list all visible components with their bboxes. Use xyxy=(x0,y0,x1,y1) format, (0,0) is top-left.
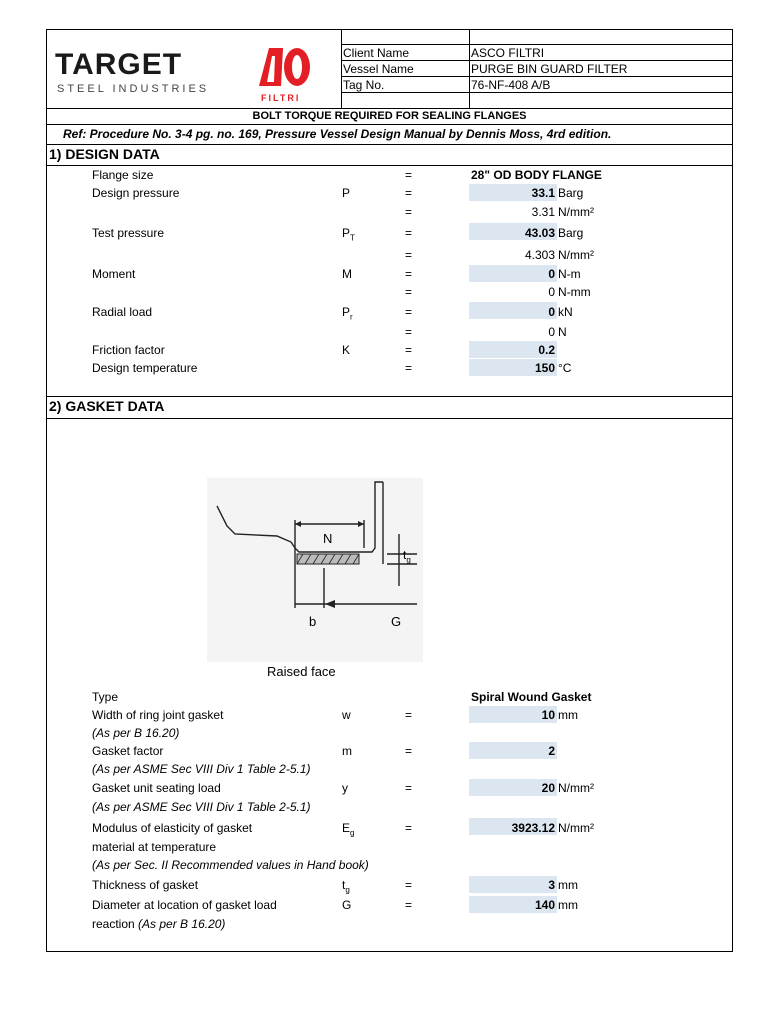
equals-sign: = xyxy=(405,226,413,240)
equals-sign: = xyxy=(405,361,413,375)
modulus-unit: N/mm² xyxy=(558,821,594,835)
test-pressure-unit: Barg xyxy=(558,226,584,240)
reference-note: Ref: Procedure No. 3-4 pg. no. 169, Pressure Vessel Design Manual by Dennis Moss, 4rd edition. xyxy=(63,127,612,141)
ref-rule xyxy=(47,144,732,145)
friction-factor-value: 0.2 xyxy=(538,343,555,357)
design-pressure-value: 33.1 xyxy=(531,186,555,200)
gasket-factor-note: (As per ASME Sec VIII Div 1 Table 2-5.1) xyxy=(92,762,311,776)
section-rule xyxy=(47,165,732,166)
diagram-caption: Raised face xyxy=(267,664,336,679)
equals-sign: = xyxy=(405,744,413,758)
design-temperature-label: Design temperature xyxy=(92,361,198,375)
test-pressure-si-value: 4.303 xyxy=(524,248,555,262)
gasket-width-unit: mm xyxy=(558,708,578,722)
gasket-data-heading: 2) GASKET DATA xyxy=(49,398,165,414)
equals-sign: = xyxy=(405,343,413,357)
equals-sign: = xyxy=(405,708,413,722)
moment-unit: N-m xyxy=(558,267,581,281)
gasket-diameter-value: 140 xyxy=(534,898,555,912)
test-pressure-label: Test pressure xyxy=(92,226,165,240)
asco-logo-subtitle: FILTRI xyxy=(261,93,301,103)
radial-load-label: Radial load xyxy=(92,305,153,319)
target-logo: TARGET xyxy=(55,48,183,81)
vessel-name-value: PURGE BIN GUARD FILTER xyxy=(471,62,628,76)
friction-factor-symbol: K xyxy=(342,343,351,357)
equals-sign: = xyxy=(405,325,413,339)
seating-load-value: 20 xyxy=(541,781,555,795)
gasket-diameter-label: Diameter at location of gasket load xyxy=(92,898,277,912)
seating-load-note: (As per ASME Sec VIII Div 1 Table 2-5.1) xyxy=(92,800,311,814)
dimension-n-label: N xyxy=(323,531,333,546)
moment-label: Moment xyxy=(92,267,136,281)
gasket-width-label: Width of ring joint gasket xyxy=(92,708,224,722)
radial-load-si-value: 0 xyxy=(548,325,555,339)
dimension-g-label: G xyxy=(391,614,402,629)
gasket-width-value: 10 xyxy=(541,708,555,722)
gasket-thickness-label: Thickness of gasket xyxy=(92,878,199,892)
gasket-diameter-unit: mm xyxy=(558,898,578,912)
equals-sign: = xyxy=(405,821,413,835)
dimension-b-label: b xyxy=(309,614,317,629)
seating-load-label: Gasket unit seating load xyxy=(92,781,221,795)
radial-load-symbol: $P_r$ xyxy=(342,305,353,322)
seating-load-unit: N/mm² xyxy=(558,781,594,795)
equals-sign: = xyxy=(405,285,413,299)
test-pressure-symbol: $P_T$ xyxy=(342,226,355,243)
design-pressure-unit: Barg xyxy=(558,186,584,200)
gasket-factor-symbol: m xyxy=(342,744,352,758)
modulus-value: 3923.12 xyxy=(511,821,555,835)
flange-size-label: Flange size xyxy=(92,168,154,182)
equals-sign: = xyxy=(405,186,413,200)
design-pressure-si-value: 3.31 xyxy=(531,205,555,219)
gasket-thickness-symbol: $t_g$ xyxy=(342,878,350,895)
radial-load-si-unit: N xyxy=(558,325,567,339)
gasket-width-symbol: w xyxy=(342,708,351,722)
raised-face-diagram xyxy=(207,478,423,679)
gasket-diameter-symbol: G xyxy=(342,898,352,912)
tag-no-value: 76-NF-408 A/B xyxy=(471,78,551,92)
friction-factor-label: Friction factor xyxy=(92,343,165,357)
flange-size-value: 28" OD BODY FLANGE xyxy=(471,168,602,182)
target-logo-subtitle: STEEL INDUSTRIES xyxy=(57,83,210,95)
datasheet xyxy=(46,29,733,952)
header-rule xyxy=(341,76,732,77)
vessel-name-label: Vessel Name xyxy=(343,62,414,76)
header-rule xyxy=(341,60,732,61)
header-rule xyxy=(47,108,732,109)
dimension-tg-label: $t_g$ xyxy=(403,548,411,565)
gasket-width-note: (As per B 16.20) xyxy=(92,726,180,740)
test-pressure-value: 43.03 xyxy=(524,226,555,240)
sheet-title: BOLT TORQUE REQUIRED FOR SEALING FLANGES xyxy=(252,110,527,122)
section-rule xyxy=(47,396,732,397)
modulus-symbol: $E_g$ xyxy=(342,821,355,838)
equals-sign: = xyxy=(405,305,413,319)
header-rule xyxy=(341,92,732,93)
equals-sign: = xyxy=(405,781,413,795)
moment-symbol: M xyxy=(342,267,352,281)
design-pressure-si-unit: N/mm² xyxy=(558,205,594,219)
modulus-label: Modulus of elasticity of gasket xyxy=(92,821,253,835)
equals-sign: = xyxy=(405,878,413,892)
radial-load-unit: kN xyxy=(558,305,573,319)
header-divider xyxy=(341,30,342,108)
radial-load-value: 0 xyxy=(548,305,555,319)
section-rule xyxy=(47,418,732,419)
gasket-factor-label: Gasket factor xyxy=(92,744,164,758)
test-pressure-si-unit: N/mm² xyxy=(558,248,594,262)
design-data-heading: 1) DESIGN DATA xyxy=(49,146,160,162)
gasket-factor-value: 2 xyxy=(548,744,555,758)
design-temperature-value: 150 xyxy=(534,361,555,375)
moment-value: 0 xyxy=(548,267,555,281)
moment-si-value: 0 xyxy=(548,285,555,299)
gasket-thickness-value: 3 xyxy=(548,878,555,892)
equals-sign: = xyxy=(405,168,413,182)
equals-sign: = xyxy=(405,898,413,912)
design-pressure-symbol: P xyxy=(342,186,351,200)
gasket-type-label: Type xyxy=(92,690,119,704)
gasket-thickness-unit: mm xyxy=(558,878,578,892)
client-name-label: Client Name xyxy=(343,46,410,60)
design-temperature-unit: °C xyxy=(558,361,572,375)
header-divider xyxy=(469,30,470,108)
title-rule xyxy=(47,124,732,125)
tag-no-label: Tag No. xyxy=(343,78,385,92)
equals-sign: = xyxy=(405,267,413,281)
client-name-value: ASCO FILTRI xyxy=(471,46,545,60)
modulus-label-line2: material at temperature xyxy=(92,840,217,854)
seating-load-symbol: y xyxy=(342,781,348,795)
moment-si-unit: N-mm xyxy=(558,285,591,299)
modulus-note: (As per Sec. II Recommended values in Hand book) xyxy=(92,858,369,872)
equals-sign: = xyxy=(405,205,413,219)
gasket-type-value: Spiral Wound Gasket xyxy=(471,690,592,704)
gasket-diameter-label-line2: reaction (As per B 16.20) xyxy=(92,917,226,931)
header-rule xyxy=(341,44,732,45)
equals-sign: = xyxy=(405,248,413,262)
design-pressure-label: Design pressure xyxy=(92,186,180,200)
